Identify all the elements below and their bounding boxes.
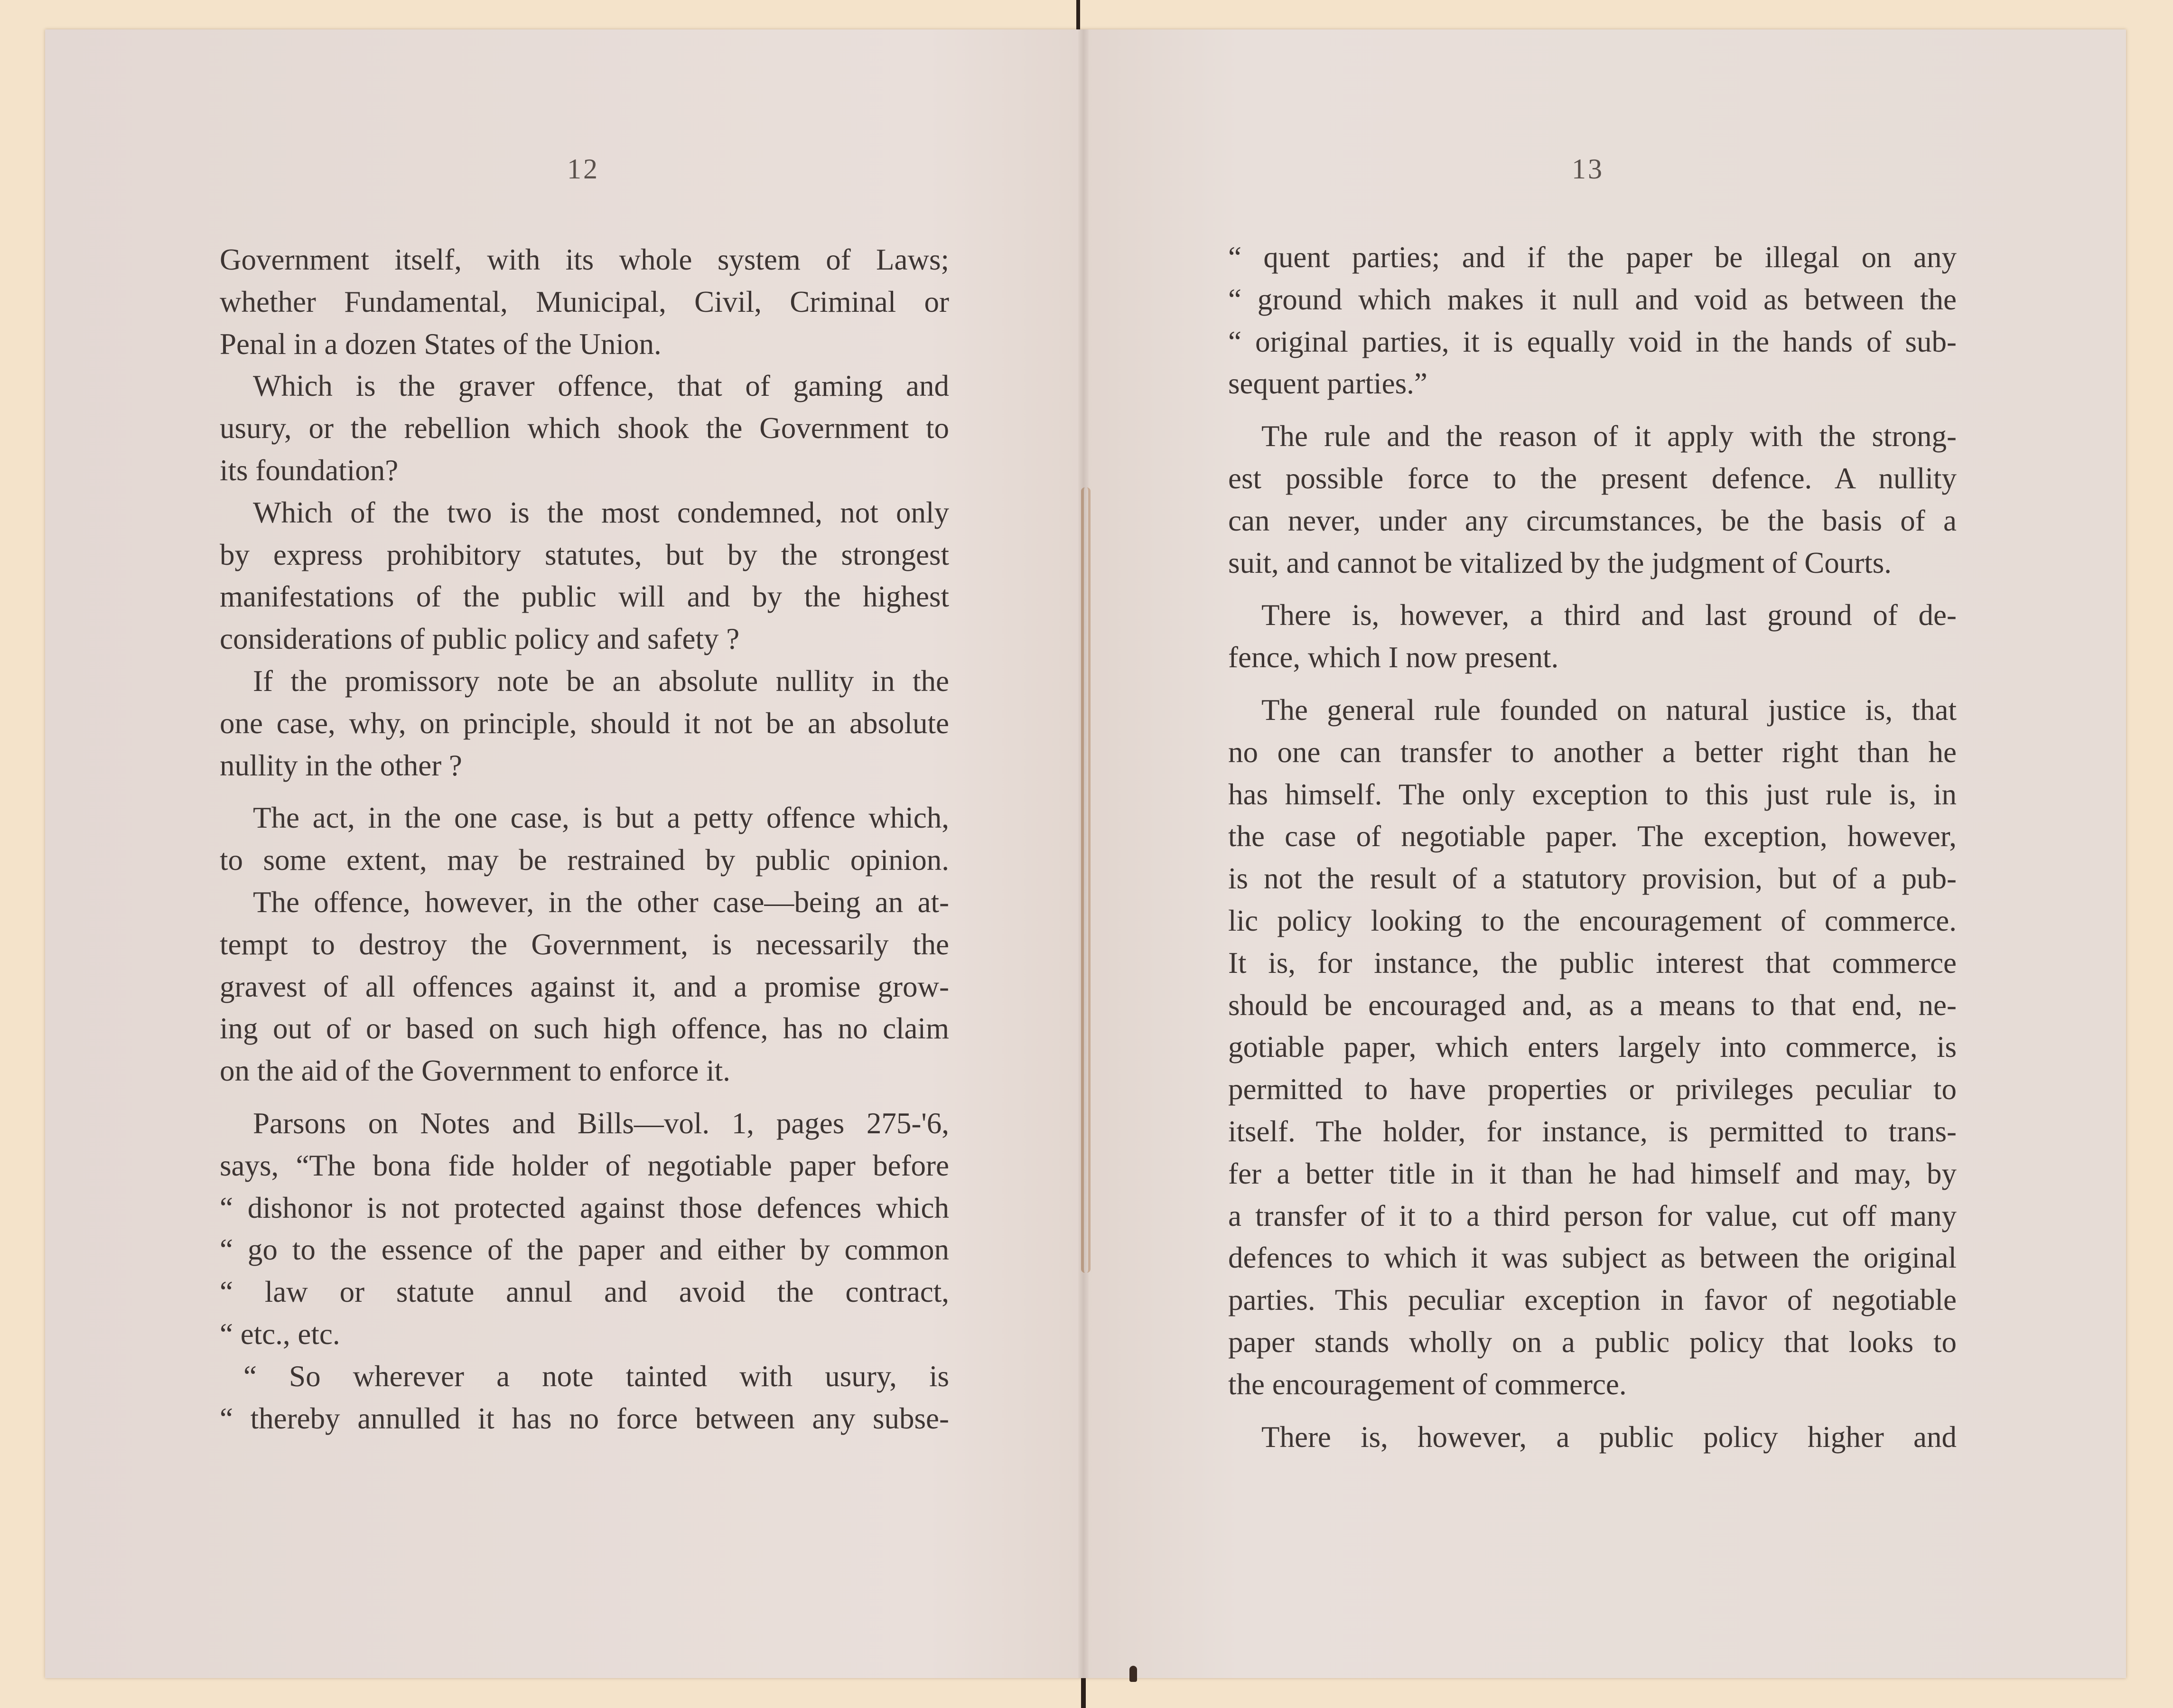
paragraph (220, 1398, 949, 1440)
binding-thread-top (1076, 0, 1080, 29)
paragraph (220, 702, 949, 787)
text-line: manifestations of the public will and by the highest (220, 580, 949, 614)
text-line: says, “The bona fide holder of negotiable paper before (220, 1148, 949, 1182)
left-page-text (220, 239, 949, 1439)
paragraph (220, 881, 949, 924)
text-line: nullity in the other ? (220, 748, 462, 782)
paragraph (220, 1355, 949, 1398)
text-line: It is, for instance, the public interest that commerce (1228, 946, 1957, 980)
text-line: suit, and cannot be vitalized by the judgment of Courts. (1228, 546, 1892, 579)
paragraph (1228, 236, 1957, 405)
paragraph (220, 1102, 949, 1145)
text-line: fer a better title in it than he had himself and may, by (1228, 1157, 1957, 1190)
right-page-text (1228, 236, 1957, 1458)
text-line: lic policy looking to the encouragement of commerce. (1228, 904, 1957, 937)
text-line: parties. This peculiar exception in favor of negotiable (1228, 1283, 1957, 1317)
paragraph (1228, 594, 1957, 636)
text-line: itself. The holder, for instance, is permitted to trans- (1228, 1114, 1957, 1148)
text-line: The offence, however, in the other case—being an at- (253, 885, 949, 919)
text-line: can never, under any circumstances, be the basis of a (1228, 504, 1957, 537)
binding-knot (1129, 1666, 1137, 1682)
text-line: to some extent, may be restrained by public opinion. (220, 843, 949, 877)
text-line: “ go to the essence of the paper and either by common (220, 1233, 949, 1267)
text-line: defences to which it was subject as between the original (1228, 1241, 1957, 1275)
text-line: “ thereby annulled it has no force between any subse- (220, 1401, 949, 1435)
text-line: The act, in the one case, is but a petty offence which, (253, 801, 949, 835)
text-line: its foundation? (220, 453, 399, 487)
text-line: If the promissory note be an absolute nullity in the (253, 664, 949, 698)
paragraph (220, 239, 949, 365)
text-line: usury, or the rebellion which shook the Government to (220, 411, 949, 445)
text-line: the encouragement of commerce. (1228, 1367, 1627, 1401)
paragraph (1228, 731, 1957, 1406)
paragraph (1228, 457, 1957, 584)
text-line: a transfer of it to a third person for value, cut off many (1228, 1199, 1957, 1232)
text-line: Government itself, with its whole system of Laws; (220, 243, 949, 276)
paragraph (220, 407, 949, 492)
text-line: one case, why, on principle, should it not be an absolute (220, 706, 949, 740)
text-line: the case of negotiable paper. The exception, however, (1228, 820, 1957, 853)
text-line: “ law or statute annul and avoid the contract, (220, 1275, 949, 1309)
text-line: paper stands wholly on a public policy that looks to (1228, 1325, 1957, 1359)
text-line: fence, which I now present. (1228, 641, 1559, 674)
text-line: The rule and the reason of it apply with the strong- (1261, 420, 1957, 453)
text-line: “ original parties, it is equally void in the hands of sub- (1228, 325, 1957, 358)
right-page-number: 13 (1572, 153, 1604, 185)
paragraph (220, 797, 949, 839)
text-line: no one can transfer to another a better right than he (1228, 735, 1957, 769)
binding-thread-bottom (1081, 1678, 1086, 1708)
paragraph (220, 1145, 949, 1355)
text-line: is not the result of a statutory provision, but of a pub- (1228, 862, 1957, 896)
text-line: should be encouraged and, as a means to that end, ne- (1228, 988, 1957, 1022)
text-line: “ etc., etc. (220, 1317, 340, 1351)
text-line: whether Fundamental, Municipal, Civil, Criminal or (220, 285, 949, 318)
text-line: on the aid of the Government to enforce it. (220, 1054, 730, 1088)
text-line: permitted to have properties or privileges peculiar to (1228, 1073, 1957, 1106)
paragraph (1228, 415, 1957, 457)
text-line: “ So wherever a note tainted with usury, is (243, 1359, 949, 1393)
binding-thread (1081, 487, 1091, 1273)
text-line: “ ground which makes it null and void as between the (1228, 282, 1957, 316)
paragraph (220, 492, 949, 534)
paragraph (220, 839, 949, 881)
text-line: There is, however, a third and last ground of de- (1261, 598, 1957, 632)
text-line: gravest of all offences against it, and a promise grow- (220, 970, 949, 1003)
paragraph (220, 924, 949, 1092)
text-line: Penal in a dozen States of the Union. (220, 327, 662, 361)
text-line: est possible force to the present defence. A nullity (1228, 461, 1957, 495)
text-line: There is, however, a public policy higher and (1261, 1420, 1957, 1454)
text-line: Which of the two is the most condemned, not only (253, 495, 949, 529)
paragraph (1228, 689, 1957, 731)
paragraph (220, 365, 949, 407)
text-line: ing out of or based on such high offence, has no claim (220, 1012, 949, 1045)
text-line: The general rule founded on natural justice is, that (1261, 693, 1957, 727)
text-line: “ dishonor is not protected against those defences which (220, 1191, 949, 1224)
text-line: gotiable paper, which enters largely into commerce, is (1228, 1030, 1957, 1064)
text-line: considerations of public policy and safety ? (220, 622, 740, 656)
left-page-number: 12 (567, 153, 599, 185)
text-line: Parsons on Notes and Bills—vol. 1, pages 275-'6, (253, 1106, 949, 1140)
text-line: has himself. The only exception to this just rule is, in (1228, 777, 1957, 811)
paragraph (220, 660, 949, 702)
paragraph (220, 534, 949, 660)
text-line: tempt to destroy the Government, is necessarily the (220, 927, 949, 961)
paragraph (1228, 1416, 1957, 1458)
text-line: sequent parties.” (1228, 367, 1427, 401)
text-line: Which is the graver offence, that of gaming and (253, 369, 949, 403)
text-line: “ quent parties; and if the paper be illegal on any (1228, 241, 1957, 274)
text-line: by express prohibitory statutes, but by the strongest (220, 538, 949, 571)
paragraph (1228, 636, 1957, 679)
